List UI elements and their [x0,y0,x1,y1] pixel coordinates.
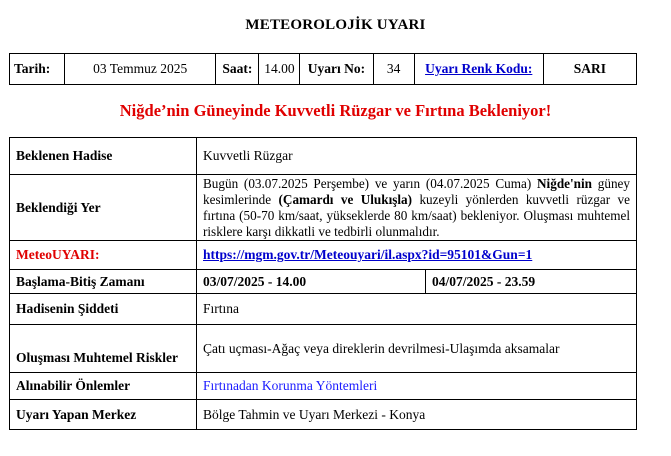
risks-label: Oluşması Muhtemel Riskler [10,325,197,373]
header-table [9,53,637,85]
warning-details-table [9,137,637,430]
color-code-link[interactable]: Uyarı Renk Kodu: [425,61,533,76]
event-value: Kuvvetli Rüzgar [197,138,637,175]
document-title: METEOROLOJİK UYARI [245,17,426,33]
severity-label: Hadisenin Şiddeti [10,294,197,325]
date-value: 03 Temmuz 2025 [65,54,216,85]
place-text-4: (Çamardı ve Ulukışla) [278,191,413,207]
end-time: 04/07/2025 - 23.59 [426,270,637,294]
warning-no-value: 34 [373,54,414,85]
timespan-label: Başlama-Bitiş Zamanı [10,270,197,294]
event-label: Beklenen Hadise [10,138,197,175]
measures-link[interactable]: Fırtınadan Korunma Yöntemleri [197,373,637,400]
warning-no-label: Uyarı No: [300,54,373,85]
meteo-link[interactable]: https://mgm.gov.tr/Meteouyari/il.aspx?id=95101&Gun=1 [203,247,533,262]
color-code-cell [414,54,543,85]
meteo-label: MeteoUYARI: [10,241,197,270]
center-label: Uyarı Yapan Merkez [10,400,197,430]
time-label: Saat: [216,54,259,85]
severity-value: Fırtına [197,294,637,325]
risks-value: Çatı uçması-Ağaç veya direklerin devrilmesi-Ulaşımda aksamalar [197,325,637,373]
measures-label: Alınabilir Önlemler [10,373,197,400]
time-value: 14.00 [259,54,300,85]
place-text-1: Bugün (03.07.2025 Perşembe) ve yarın (04.07.2025 Cuma) [203,175,538,191]
center-value: Bölge Tahmin ve Uyarı Merkezi - Konya [197,400,637,430]
date-label: Tarih: [10,54,65,85]
place-text-5: kuzeyli yönlerden kuvvetli rüzgar ve fırtına (50-70 km/saat, yükseklerde 80 km/saat) bekleniyor. Oluşması muhtemel risklere karşı dikkatli ve tedbirli olunmalıdır. [203,191,630,239]
place-description [197,175,637,241]
place-label: Beklendiği Yer [10,175,197,241]
place-text-3: güney kesimlerinde [203,175,630,207]
warning-headline: Niğde’nin Güneyinde Kuvvetli Rüzgar ve Fırtına Bekleniyor! [119,101,552,120]
start-time: 03/07/2025 - 14.00 [197,270,426,294]
color-code-value: SARI [543,54,636,85]
place-text-2: Niğde'nin [537,175,592,191]
meteo-link-cell [197,241,637,270]
